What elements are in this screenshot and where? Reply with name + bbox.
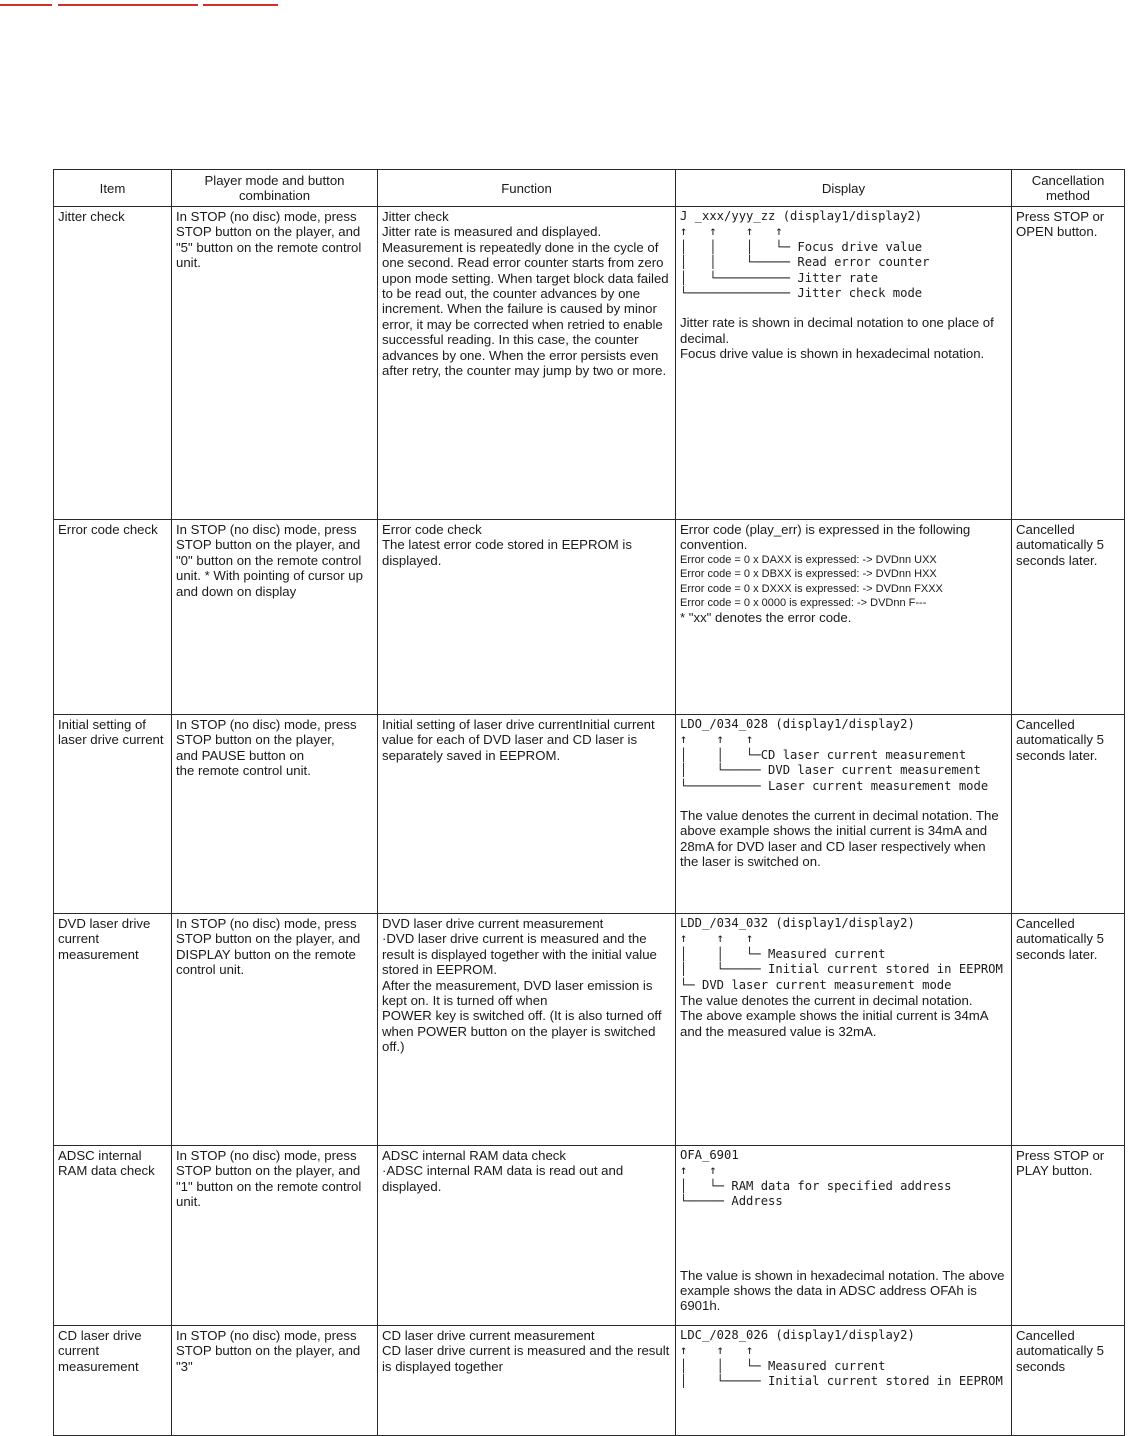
cell-display (676, 1326, 1012, 1436)
cell-function (378, 914, 676, 1146)
display-code: J _xxx/yyy_zz (display1/display2) (680, 209, 923, 223)
table-header-row (54, 170, 1125, 207)
nav-tab-previous[interactable] (0, 0, 52, 6)
display-diagram: ↑ ↑ ↑ ↑ │ │ │ └─ Focus drive value │ │ └───── Read error counter │ └────────── Jitter rate └────────────── Jitter check mode (680, 224, 930, 301)
cell-display (676, 1146, 1012, 1326)
cell-item: Initial setting of laser drive current (54, 715, 172, 914)
cell-cancel: Press STOP or OPEN button. (1012, 207, 1125, 520)
cell-mode: In STOP (no disc) mode, press STOP button on the player, and "0" button on the remote control unit. * With pointing of cursor up and down on display (172, 520, 378, 715)
function-text: DVD laser drive current measurement ·DVD laser drive current is measured and the result is displayed together with the initial value stored in EEPROM. After the measurement, DVD laser emission is kept on. It is turned off when POWER key is switched off. (It is also turned off when POWER button on the player is switched off.) (382, 916, 662, 1055)
display-code: OFA_6901 (680, 1148, 739, 1162)
table-row (54, 1326, 1125, 1436)
cell-mode: In STOP (no disc) mode, press STOP button on the player, and "3" (172, 1326, 378, 1436)
nav-tab-contents[interactable] (58, 0, 198, 6)
cell-cancel: Cancelled automatically 5 seconds later. (1012, 715, 1125, 914)
error-code-line: Error code = 0 x DAXX is expressed: -> DVDnn UXX (680, 553, 937, 566)
cell-item: CD laser drive current measurement (54, 1326, 172, 1436)
cell-function (378, 1326, 676, 1436)
display-diagram: ↑ ↑ ↑ │ │ └─ Measured current │ └───── Initial current stored in EEPROM └─ DVD laser current measurement mode (680, 931, 1003, 992)
nav-tab-next[interactable] (203, 0, 278, 6)
header-item: Item (54, 170, 172, 207)
display-diagram: ↑ ↑ ↑ │ │ └─ Measured current │ └───── Initial current stored in EEPROM (680, 1343, 1003, 1389)
table-row (54, 207, 1125, 520)
cell-function (378, 207, 676, 520)
header-display: Display (676, 170, 1012, 207)
table-row (54, 1146, 1125, 1326)
error-code-line: Error code = 0 x DBXX is expressed: -> DVDnn HXX (680, 568, 937, 581)
cell-mode: In STOP (no disc) mode, press STOP button on the player, and "1" button on the remote control unit. (172, 1146, 378, 1326)
function-text: Jitter check Jitter rate is measured and displayed. Measurement is repeatedly done in the cycle of one second. Read error counter starts from zero upon mode setting. When target block data failed to be read out, the counter advances by one increment. When the failure is caused by minor error, it may be corrected when retried to enable successful reading. In this case, the counter advances by one. When the error persists even after retry, the counter may jump by two or more. (382, 209, 669, 379)
display-diagram: ↑ ↑ │ └─ RAM data for specified address └───── Address (680, 1163, 952, 1209)
cell-mode (172, 715, 378, 914)
error-code-line: Error code = 0 x 0000 is expressed: -> DVDnn F--- (680, 597, 927, 610)
navigation-tabs (0, 0, 300, 6)
display-notes: The value denotes the current in decimal notation. The above example shows the initial current is 34mA and 28mA for DVD laser and CD laser respectively when the laser is switched on. (680, 808, 999, 870)
header-function: Function (378, 170, 676, 207)
cell-item: DVD laser drive current measurement (54, 914, 172, 1146)
cell-item: Error code check (54, 520, 172, 715)
header-player-mode: Player mode and button combination (172, 170, 378, 207)
cell-item: ADSC internal RAM data check (54, 1146, 172, 1326)
display-notes: Jitter rate is shown in decimal notation to one place of decimal. Focus drive value is shown in hexadecimal notation. (680, 315, 994, 362)
cell-display (676, 520, 1012, 715)
display-notes: The value is shown in hexadecimal notation. The above example shows the data in ADSC address OFAh is 6901h. (680, 1267, 1005, 1314)
cell-mode: In STOP (no disc) mode, press STOP button on the player, and "5" button on the remote control unit. (172, 207, 378, 520)
cell-cancel: Cancelled automatically 5 seconds later. (1012, 520, 1125, 715)
cell-cancel: Cancelled automatically 5 seconds later. (1012, 914, 1125, 1146)
cell-function (378, 1146, 676, 1326)
cell-cancel: Cancelled automatically 5 seconds (1012, 1326, 1125, 1436)
error-code-line: Error code = 0 x DXXX is expressed: -> DVDnn FXXX (680, 582, 943, 595)
display-diagram: ↑ ↑ ↑ │ │ └─CD laser current measurement │ └───── DVD laser current measurement └────────── Laser current measurement mode (680, 732, 989, 793)
display-intro: Error code (play_err) is expressed in the following convention. (680, 522, 971, 553)
function-text: Error code check The latest error code stored in EEPROM is displayed. (382, 522, 632, 568)
header-cancellation: Cancellation method (1012, 170, 1125, 207)
table-row (54, 914, 1125, 1146)
service-mode-table (53, 169, 1125, 1436)
cell-display (676, 914, 1012, 1146)
cell-function (378, 520, 676, 715)
cell-cancel: Press STOP or PLAY button. (1012, 1146, 1125, 1326)
display-code: LDD_/034_032 (display1/display2) (680, 916, 915, 930)
display-code: LDO_/034_028 (display1/display2) (680, 717, 915, 731)
function-text: ADSC internal RAM data check ·ADSC internal RAM data is read out and displayed. (382, 1148, 624, 1194)
table-row (54, 520, 1125, 715)
cell-item: Jitter check (54, 207, 172, 520)
function-text: CD laser drive current measurement CD laser drive current is measured and the result is displayed together (382, 1328, 670, 1374)
cell-mode: In STOP (no disc) mode, press STOP button on the player, and DISPLAY button on the remote control unit. (172, 914, 378, 1146)
display-code: LDC_/028_026 (display1/display2) (680, 1328, 915, 1342)
display-notes: The value denotes the current in decimal notation. The above example shows the initial current is 34mA and the measured value is 32mA. (680, 993, 988, 1039)
table-row (54, 715, 1125, 914)
display-note: * "xx" denotes the error code. (680, 610, 852, 626)
cell-function: Initial setting of laser drive currentInitial current value for each of DVD laser and CD laser is separately saved in EEPROM. (378, 715, 676, 914)
cell-display (676, 207, 1012, 520)
mode-text: In STOP (no disc) mode, press STOP button on the player, and PAUSE button on the remote control unit. (176, 717, 357, 779)
cell-display (676, 715, 1012, 914)
